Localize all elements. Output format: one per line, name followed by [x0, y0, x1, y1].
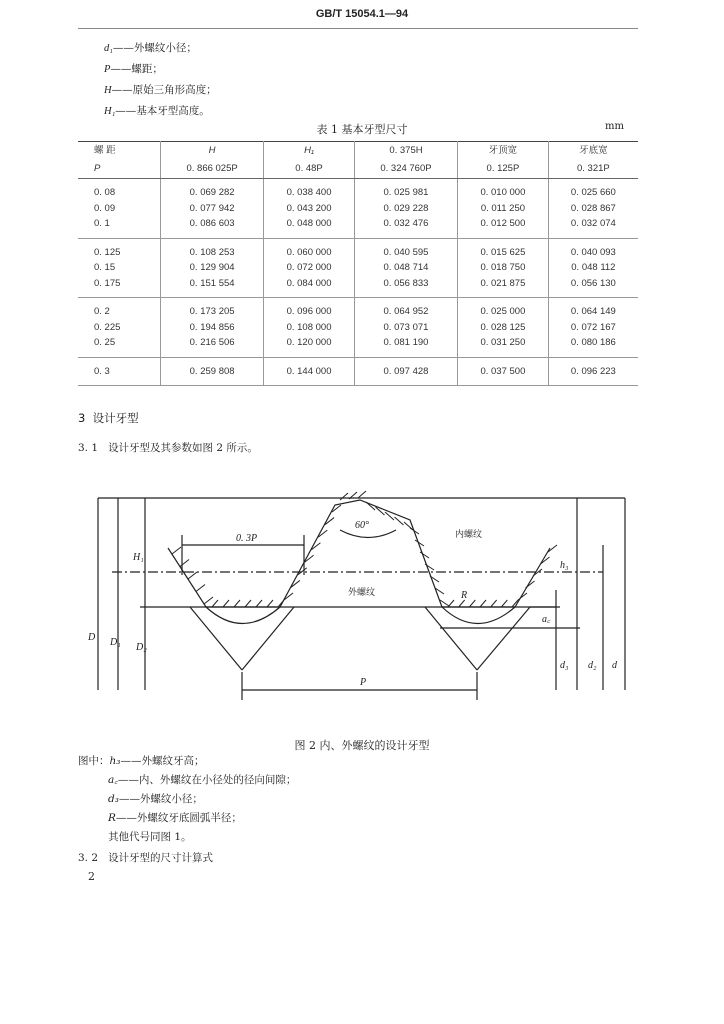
cell-value: 0. 064 952: [383, 306, 429, 317]
cell-value: 0. 096 223: [570, 365, 616, 377]
cell-value: 0. 025 981: [383, 187, 429, 198]
cell-value: 0. 09: [94, 202, 116, 214]
figure-legend: [78, 752, 296, 847]
legend-item: a꜀——内、外螺纹在小径处的径向间隙；: [108, 774, 297, 786]
hatch-mark: [425, 564, 434, 570]
root-arc: [442, 607, 515, 624]
cell-value: 0. 032 074: [570, 218, 616, 229]
hatch-mark: [358, 491, 366, 498]
column-subheader: P: [78, 160, 161, 179]
column-subheader: 0. 866 025P: [161, 160, 264, 179]
cell-value: 0. 043 200: [286, 202, 332, 214]
label-D1: D₁: [110, 637, 121, 648]
cell-value: 0. 225: [94, 321, 121, 333]
column-subheader: 0. 48P: [264, 160, 355, 179]
cell-value: 0. 038 400: [286, 187, 332, 198]
cell-value: 0. 048 112: [571, 262, 616, 273]
cell-value: 0. 1: [94, 218, 110, 229]
section-paragraph: 3. 1 设计牙型及其参数如图 2 所示。: [78, 442, 258, 454]
cell-value: 0. 097 428: [383, 365, 429, 377]
column-header: 0. 375H: [354, 142, 457, 161]
column-subheader: 0. 321P: [548, 160, 638, 179]
column-header: 螺 距: [94, 145, 116, 156]
hatch-mark: [340, 493, 348, 500]
angle-arc: [340, 530, 396, 538]
cell-value: 0. 064 149: [570, 306, 616, 317]
legend-other: 其他代号同图 1。: [108, 831, 192, 843]
definition-item: d₁——外螺纹小径；: [104, 42, 197, 54]
label-D: D: [88, 632, 96, 643]
cell-value: 0. 077 942: [189, 202, 235, 214]
cell-value: 0. 025 660: [570, 187, 616, 198]
cell-value: 0. 012 500: [480, 218, 526, 229]
hatch-mark: [420, 552, 429, 558]
cell-value: 0. 194 856: [189, 321, 235, 333]
label-d3: d₃: [560, 660, 569, 671]
cell-value: 0. 072 000: [286, 262, 332, 273]
hatch-mark: [204, 597, 213, 604]
label-internal-thread: 内螺纹: [455, 529, 483, 539]
label-D2: D₂: [136, 642, 147, 653]
triangle-line: [425, 607, 477, 670]
cell-value: 0. 259 808: [189, 365, 235, 377]
hatch-mark: [469, 600, 475, 607]
cell-value: 0. 060 000: [286, 246, 332, 258]
label-pitch: P: [360, 677, 367, 688]
cell-value: 0. 096 000: [286, 306, 332, 317]
column-header: 牙底宽: [548, 142, 638, 161]
hatch-mark: [395, 517, 404, 525]
cell-value: 0. 080 186: [570, 337, 616, 348]
cell-value: 0. 216 506: [189, 337, 235, 348]
definition-item: H₁——基本牙型高度。: [104, 105, 210, 117]
cell-value: 0. 040 595: [383, 246, 429, 258]
hatch-mark: [459, 600, 465, 607]
label-R: R: [461, 590, 468, 601]
hatch-mark: [212, 600, 218, 607]
cell-value: 0. 028 867: [570, 202, 616, 214]
section-heading: 3 设计牙型: [78, 411, 139, 425]
hatch-mark: [501, 600, 507, 607]
root-arc: [206, 607, 280, 624]
table-unit: mm: [605, 121, 624, 132]
cell-value: 0. 048 000: [286, 218, 332, 229]
cell-value: 0. 040 093: [570, 246, 616, 258]
figure-caption: 图 2 内、外螺纹的设计牙型: [294, 739, 430, 752]
cell-value: 0. 108 253: [189, 246, 235, 258]
cell-value: 0. 031 250: [480, 337, 526, 348]
cell-value: 0. 025 000: [480, 306, 526, 317]
cell-value: 0. 048 714: [383, 262, 429, 273]
column-subheader: 0. 125P: [458, 160, 549, 179]
cell-value: 0. 086 603: [189, 218, 235, 229]
column-header: 牙顶宽: [458, 142, 549, 161]
definition-item: H——原始三角形高度；: [104, 84, 217, 96]
hatch-mark: [256, 600, 262, 607]
hatch-mark: [448, 600, 454, 607]
label-ac: a꜀: [542, 614, 551, 625]
hatch-mark: [188, 572, 197, 579]
cell-value: 0. 032 476: [383, 218, 429, 229]
cell-value: 0. 056 130: [570, 277, 616, 289]
hatch-mark: [541, 557, 550, 564]
hatch-mark: [234, 600, 240, 607]
cell-value: 0. 125: [94, 246, 121, 258]
triangle-line: [477, 607, 530, 670]
cell-value: 0. 175: [94, 277, 121, 289]
column-header: H₁: [264, 142, 355, 161]
cell-value: 0. 073 071: [383, 321, 429, 333]
cell-value: 0. 081 190: [383, 337, 429, 348]
triangle-line: [190, 607, 242, 670]
legend-item: R——外螺纹牙底圆弧半径；: [108, 812, 242, 824]
cell-value: 0. 028 125: [480, 321, 526, 333]
page-number: 2: [88, 870, 95, 883]
cell-value: 0. 151 554: [189, 277, 235, 289]
legend-intro-line: 图中：h₃——外螺纹牙高；: [78, 755, 205, 767]
cell-value: 0. 173 205: [189, 306, 235, 317]
label-external-thread: 外螺纹: [348, 587, 376, 597]
hatch-mark: [480, 600, 486, 607]
label-60-degree: 60°: [355, 520, 369, 531]
cell-value: 0. 144 000: [286, 365, 332, 377]
cell-value: 0. 056 833: [383, 277, 429, 289]
cell-value: 0. 069 282: [189, 187, 235, 198]
hatch-mark: [267, 600, 273, 607]
legend-item: d₃——外螺纹小径；: [108, 793, 203, 805]
cell-value: 0. 010 000: [480, 187, 526, 198]
hatch-mark: [491, 600, 497, 607]
table-caption: 表 1 基本牙型尺寸: [316, 123, 408, 136]
hatch-mark: [196, 585, 205, 592]
hatch-mark: [223, 600, 229, 607]
cell-value: 0. 072 167: [570, 321, 616, 333]
cell-value: 0. 3: [94, 365, 110, 377]
section-paragraph: 3. 2 设计牙型的尺寸计算式: [78, 852, 214, 864]
cell-value: 0. 2: [94, 306, 110, 317]
hatch-mark: [172, 547, 181, 554]
cell-value: 0. 084 000: [286, 277, 332, 289]
cell-value: 0. 108 000: [286, 321, 332, 333]
label-H1: H₁: [133, 552, 144, 563]
hatch-mark: [180, 560, 189, 567]
cell-value: 0. 120 000: [286, 337, 332, 348]
definition-item: P——螺距；: [104, 63, 163, 75]
cell-value: 0. 018 750: [480, 262, 526, 273]
standard-header: GB/T 15054.1—94: [315, 8, 409, 20]
label-h3: h₃: [560, 560, 569, 571]
column-subheader: 0. 324 760P: [354, 160, 457, 179]
cell-value: 0. 129 904: [189, 262, 235, 273]
cell-value: 0. 08: [94, 187, 116, 198]
hatch-mark: [245, 600, 251, 607]
cell-value: 0. 15: [94, 262, 116, 273]
label-d2: d₂: [588, 660, 597, 671]
cell-value: 0. 015 625: [480, 246, 526, 258]
cell-value: 0. 25: [94, 337, 116, 348]
cell-value: 0. 037 500: [480, 365, 526, 377]
label-d: d: [612, 660, 617, 671]
cell-value: 0. 029 228: [383, 202, 429, 214]
label-0-3P: 0. 3P: [236, 533, 258, 544]
cell-value: 0. 021 875: [480, 277, 526, 289]
cell-value: 0. 011 250: [480, 202, 526, 214]
column-header: H: [161, 142, 264, 161]
